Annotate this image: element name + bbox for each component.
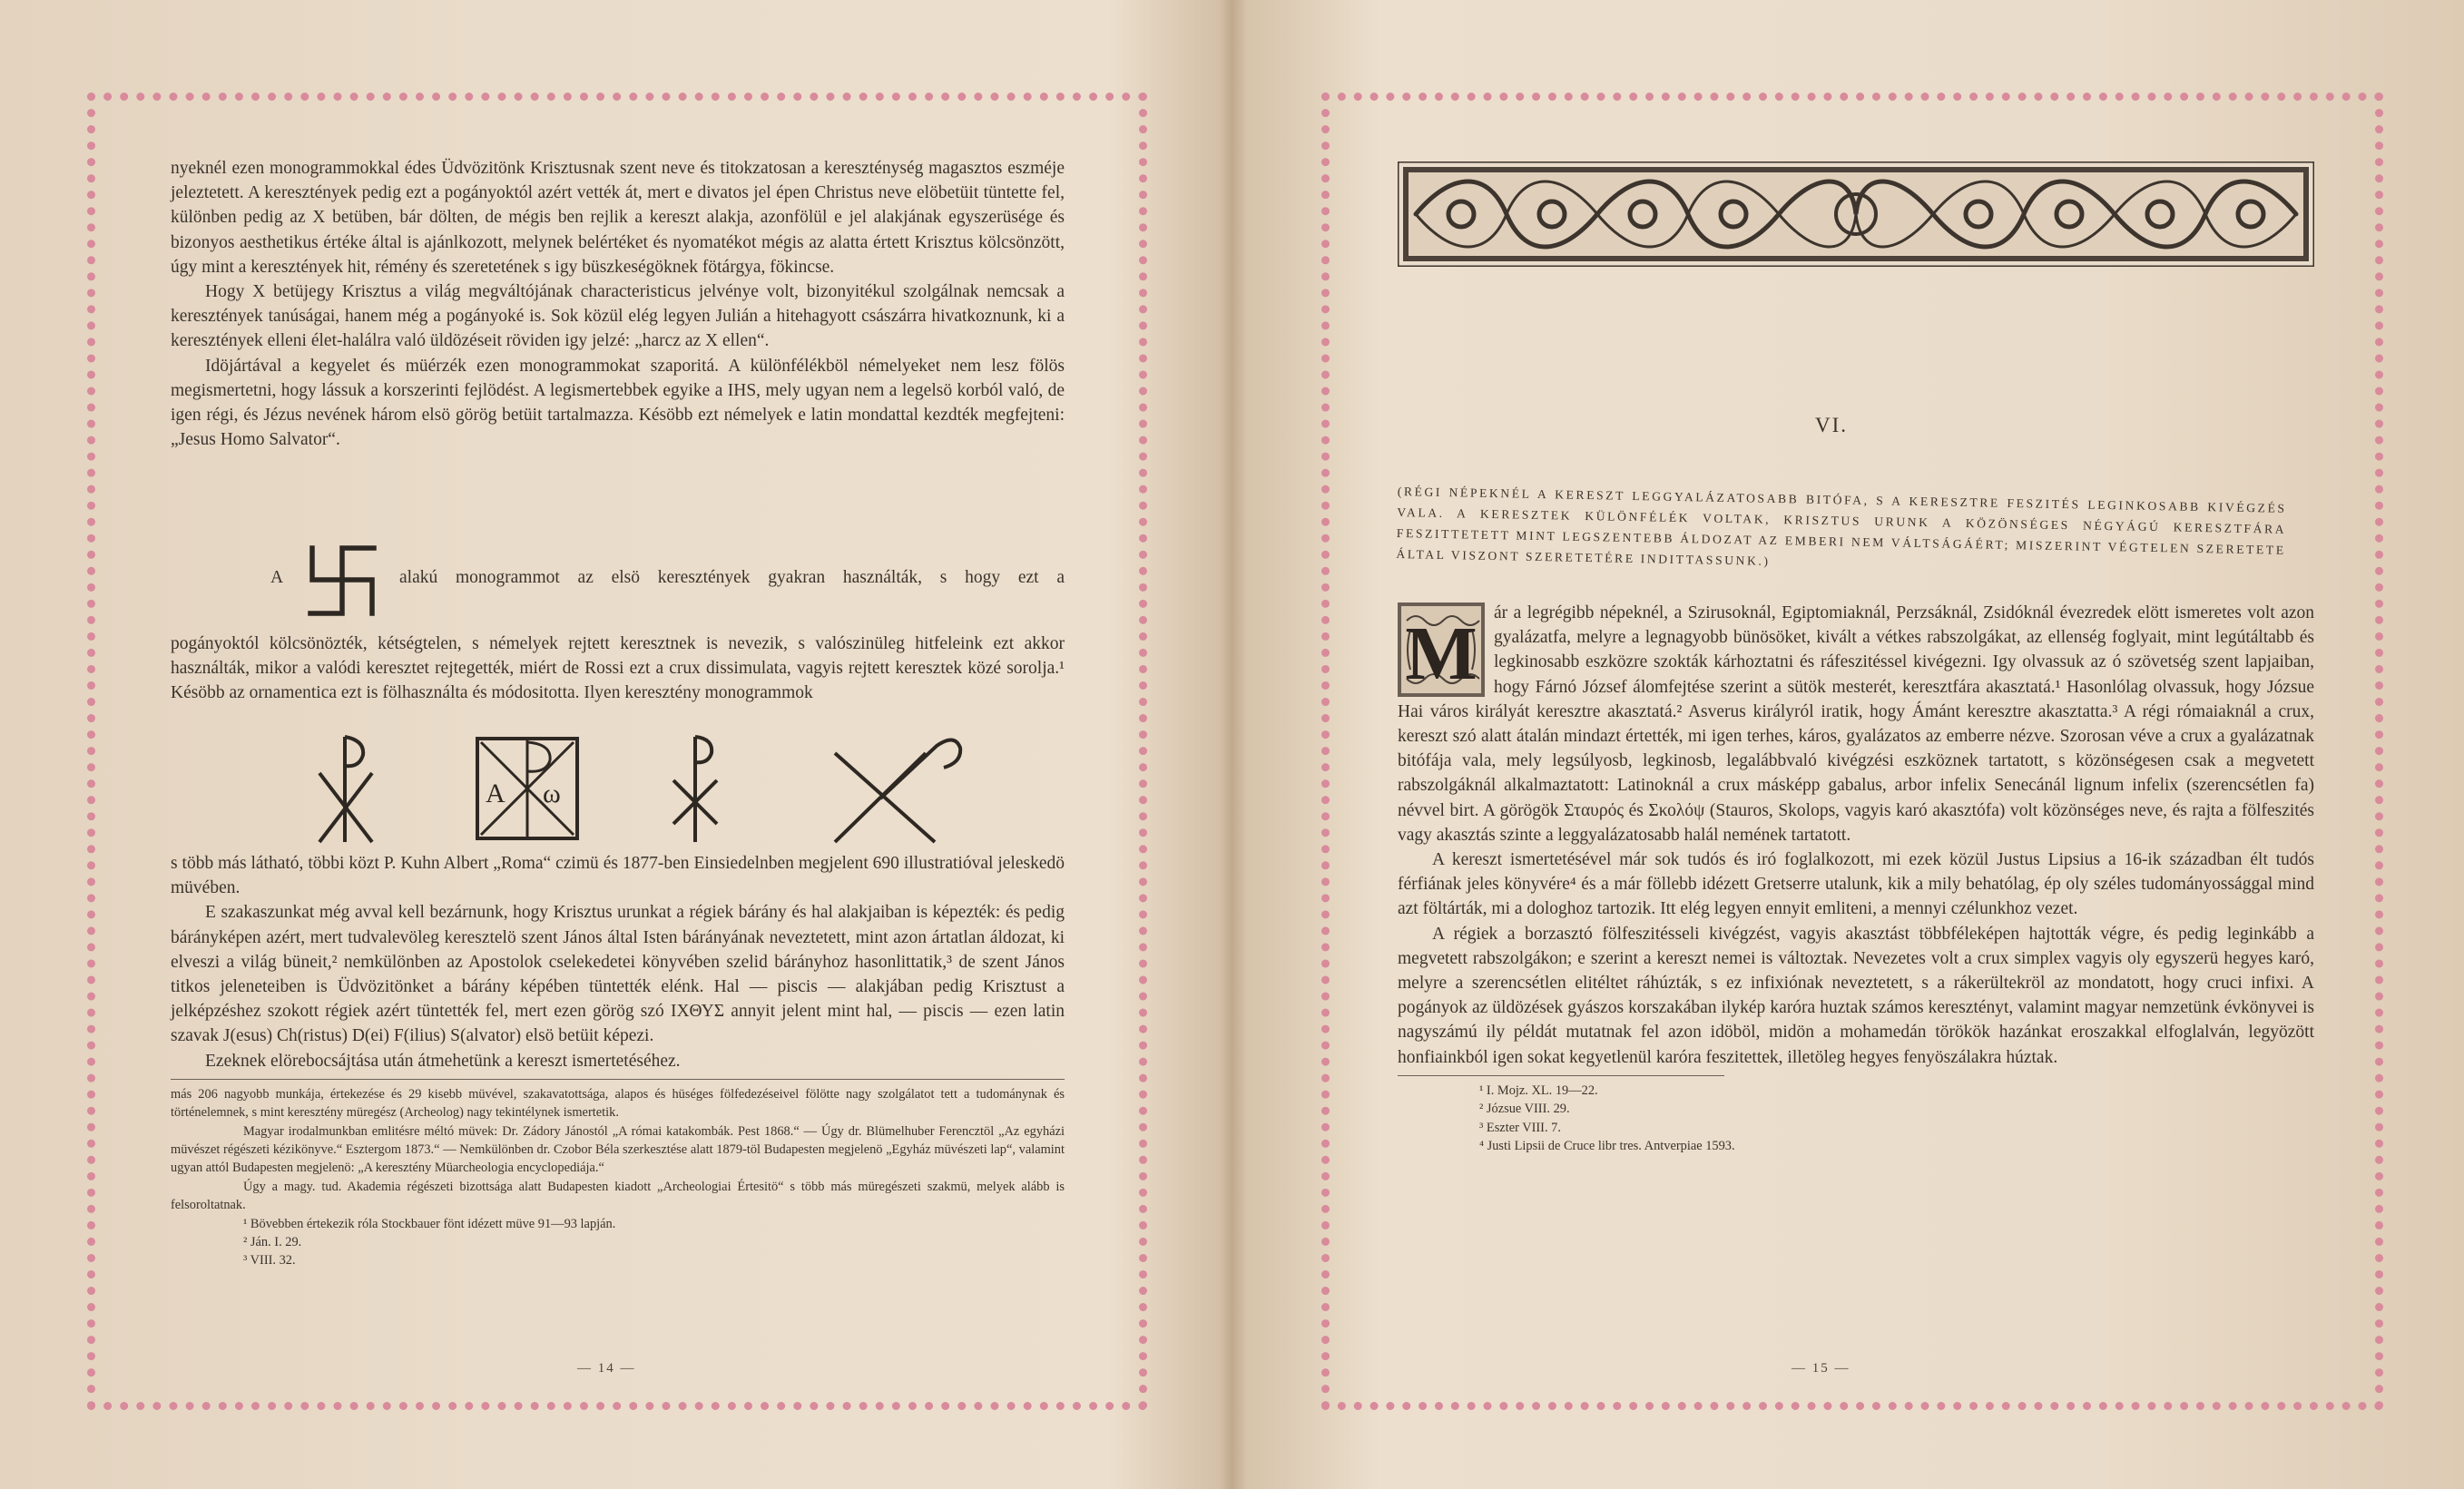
swastika-prefix: A: [270, 568, 284, 587]
alpha-omega-monogram: [477, 739, 577, 838]
chapter-number: VI.: [1815, 414, 1849, 436]
right-page-body: [1398, 601, 2314, 1155]
swastika-monogram-icon: [303, 541, 381, 619]
left-body-continued: [171, 632, 1065, 706]
chapter-summary: (RÉGI NÉPEKNÉL A KERESZT LEGGYALÁZATOSABB BITÓFA, S A KERESZTRE FESZITÉS LEGINKOSABB KIVÉGZÉS VALA. A KERESZTEK KÜLÖNFÉLÉK VOLTAK, KRISZTUS URUNK A KÖZÖNSÉGES NÉGYÁGÚ KERESZTFÁRA FESZITTETETT MINT LEGSZENTEBB ÁLDOZAT AZ EMBERI NEM VÁLTSÁGÁÉRT; MISZERINT VÉGTELEN SZERETETE ÁLTAL VISZONT SZERETETÉRE INDITTASSUNK.): [1396, 484, 2287, 568]
left-paragraph-4: pogányoktól kölcsönözték, kétségtelen, s némelyek rejtett keresztnek is nevezik, s valószinüleg hitfeleink ezt akkor használták, mikor a valódi keresztet rejtegették, miért de Rossi ezt a crux dissimulata, vagyis rejtett keresztek közé sorolja.¹ Késöbb az ornamentica ezt is fölhasználta és módositotta. Ilyen keresztény monogrammok: [171, 634, 1065, 703]
left-paragraph-3: Idöjártával a kegyelet és müérzék ezen monogrammokat szaporitá. A különfélékböl némelyeket nem lesz fölös megismertetni, hogy lássuk a korszerinti fejlödést. A legismertebbek egyike a IHS, mely ugyan nem a legelsö korból való, de igen régi, és Jézus nevének három elsö görög betüit tartalmazza. Késöbb ezt némelyek e latin mondattal kezdték megfejteni: „Jesus Homo Salvator“.: [171, 356, 1065, 450]
left-page-number: — 14 —: [577, 1361, 636, 1376]
alpha-letter: A: [486, 779, 506, 808]
left-footnotes: [171, 1085, 1065, 1270]
left-paragraph-6: E szakaszunkat még avval kell bezárnunk, hogy Krisztus urunkat a régiek bárány és hal alakjaiban is képezték: és pedig bárányképen azért, mert tudvalevöleg keresztelö szent János által Isten bárányának neveztetett, mint azon ártatlan áldozat, ki elveszi a világ büneit,² nemkülönben az Apostolok cselekedetei könyvében szelid bárányhoz hasonlittatik,³ de szent János titkos jeleneteiben is Üdvözitönket a bárány képében tüntették elénk. Hal — piscis — alakjában pedig Krisztust a jelképzéshez szokott régiek azért tüntették fel, mert ezen görög szó ΙΧΘΥΣ annyit jelent mint hal, — piscis — ezen latin szavak J(esus) Ch(ristus) D(ei) F(ilius) S(alvator) elsö betüit képezi.: [171, 903, 1065, 1046]
left-footnote-4: ² Ján. I. 29.: [243, 1235, 302, 1250]
right-paragraph-2: A kereszt ismertetésével már sok tudós és iró foglalkozott, mi ezek közül Justus Lipsius a 16-ik században élt tudós férfiának jeles könyvére⁴ és a már föllebb idézett Gretserre utalunk, kik a mily behatólag, ép oly széles tudományossággal mind azt föltárták, mi a dologhoz tartozik. Itt elég legyen ennyit emliteni, a mennyi czélunkhoz vezet.: [1398, 850, 2314, 919]
chi-rho-monogram-1: [319, 737, 372, 842]
right-footnote-0: ¹ I. Mojz. XL. 19—22.: [1479, 1082, 1598, 1098]
right-page-number: — 15 —: [1792, 1361, 1850, 1376]
chi-rho-monogram-2: [673, 737, 717, 842]
right-footnote-2: ³ Eszter VIII. 7.: [1479, 1120, 1561, 1135]
omega-letter: ω: [543, 779, 561, 808]
left-footnote-3: ¹ Bövebben értekezik róla Stockbauer fönt idézett müve 91—93 lapján.: [243, 1216, 616, 1231]
left-footnote-1: Magyar irodalmunkban emlitésre méltó müvek: Dr. Zádory Jánostól „A római katakombák. Pest 1868.“ — Úgy dr. Blümelhuber Ferencztöl „Az egyházi müvészet régészeti kézikönyve.“ Esztergom 1873.“ — Nemkülönben dr. Czobor Béla szerkesztése alatt 1879-töl Budapesten megjelenö „Egyház müvészeti lap“, valamint ugyan attól Budapesten megjelenö: „A keresztény Müarcheologia encyclopediája.“: [171, 1123, 1065, 1176]
left-paragraph-5: s több más látható, többi közt P. Kuhn Albert „Roma“ czimü és 1877-ben Einsiedelnben megjelent 690 illustratióval jeleskedö müvében.: [171, 854, 1065, 898]
left-paragraph-1: nyeknél ezen monogrammokkal édes Üdvözitönk Krisztusnak szent neve és titokzatosan a kereszténység magasztos eszméje jeleztetett. A keresztények pedig ezt a pogányoktól azért vették át, mert e divatos jel épen Christus neve elöbetüit tüntette fel, különben pedig az X betüben, bár dölten, de mégis ben rejlik a kereszt alakja, azonfölül e jel alakjának egyszerüsége és bizonyos aesthetikus értéke által is ajánlkozott, melynek belértéket és nyomatékot mégis az alatta értett Krisztus kölcsönzött, úgy mint a keresztények hit, rémény és szeretetének s igy büszkeségöknek fötárgya, fökincse.: [171, 159, 1065, 277]
right-footnote-3: ⁴ Justi Lipsii de Cruce libr tres. Antverpiae 1593.: [1479, 1139, 1735, 1154]
right-footnote-rule: [1398, 1075, 1724, 1076]
left-footnote-2: Úgy a magy. tud. Akademia régészeti bizottsága alatt Budapesten kiadott „Archeologiai Értesitö“ s több más müregészeti szakmü, melyek alább is felsoroltatnak.: [171, 1179, 1065, 1213]
right-footnote-1: ² Józsue VIII. 29.: [1479, 1102, 1570, 1117]
right-paragraph-1: ár a legrégibb népeknél, a Szirusoknál, Egiptomiaknál, Perzsáknál, Zsidóknál évezredek elött ismeretes volt azon gyalázatfa, melyre a legnagyobb bünösöket, kivált a vétkes rabszolgákat, az ellenség foglyait, mint legútáltabb és legkinosabb eszközre szokták kárhoztatni és ráfeszitéssel kivégezni. Igy olvassuk az ó szövetség szent lapjaiban, hogy Fárnó József álomfejtése szerint a sütök mesterét, keresztfára akasztatá.¹ Hasonlólag olvassuk, hogy Józsue Hai város királyát keresztre akasztatá.² Asverus királyról iratik, hogy Ámánt keresztre akasztatta.³ A régi rómaiaknál a crux, kereszt szó alatt átalán mindazt értették, mi igen terhes, káros, gyalázatos az emberre nézve. Szorosan véve a crux a gyalázatnak bitófája vala, mely legsúlyosb, legkinosb, legalábbvaló kivégzési eszköznek tartatott, s közönségesen csak a megvetett rabszolgáknál alkalmaztatott: Latinoknál a crux másképp gabalus, arbor infelix Senecánál lignum infelix (szerencsétlen fa) névvel birt. A görögök Σταυρός és Σκολόψ (Stauros, Skolops, vagyis karó akasztófa) volt közönséges neve, és rajta a fölfeszités vagy akasztás szinte a leggyalázatosabb halál nemének tartatott.: [1398, 603, 2314, 845]
ornamental-headpiece: [1398, 162, 2314, 267]
christian-monograms-figure: [299, 726, 989, 849]
dropcap-letter: M: [1405, 612, 1477, 696]
left-footnote-5: ³ VIII. 32.: [243, 1253, 296, 1269]
left-body-lower: [171, 851, 1065, 1270]
left-paragraph-2: Hogy X betüjegy Krisztus a világ megváltójának characteristicus jelvénye volt, bizonyitékul szolgálnak nemcsak a keresztények tanúságai, hanem még a pogányoké is. Sok közül elég legyen Julián a hitehagyott császárra hivatkoznunk, ki a keresztények elleni élet-halálra való üldözéseit röviden igy jelzé: „harcz az X ellen“.: [171, 282, 1065, 351]
swastika-suffix: alakú monogrammot az elsö keresztények gyakran használták, s hogy ezt a: [399, 568, 1065, 587]
left-footnote-rule: [171, 1079, 1065, 1080]
left-page-body: [171, 156, 1065, 452]
right-paragraph-3: A régiek a borzasztó fölfeszitésseli kivégzést, vagyis akasztást többféleképen hajtották végre, és pedig leginkább a megvetett rabszolgákon; e szerint a kereszt nemei is változtak. Nevezetes volt a crux simplex vagyis oly egyszerü hegyes karó, melyre a szerencsétlen elitéltet ráhúzták, s ez infixiónak neveztetett, s a rákerültekröl az mondatott, hogy cruci infixi. A pogányok az üldözések gyászos korszakában ilykép karóra huztak számos keresztényt, valamint magyar nemzetünk évkönyvei is nagyszámú ily példát mutatnak fel azon idöböl, midön a mohamedán törökök hazánkat eroszakkal elfoglalván, legyözött honfiainkból igen sokat kegyetlenül karóra feszitettek, illetöleg hegyes fenyöszálakra húztak.: [1398, 924, 2314, 1067]
left-paragraph-7: Ezeknek elörebocsájtása után átmehetünk a kereszt ismertetéséhez.: [205, 1051, 681, 1071]
chi-rho-monogram-3: [835, 740, 960, 842]
swastika-line: [171, 541, 1065, 632]
left-footnote-0: más 206 nagyobb munkája, értekezése és 29 kisebb müvével, szakavatottsága, alapos és hüséges fölfedezéseivel fölötte nagy szolgálatot tett a tudománynak és történelemnek, s mint keresztény müregész (Archeolog) nagy tekintélynek ismertetik.: [171, 1086, 1065, 1121]
dropcap-m-icon: [1398, 602, 1485, 697]
right-footnotes: [1398, 1082, 2314, 1156]
